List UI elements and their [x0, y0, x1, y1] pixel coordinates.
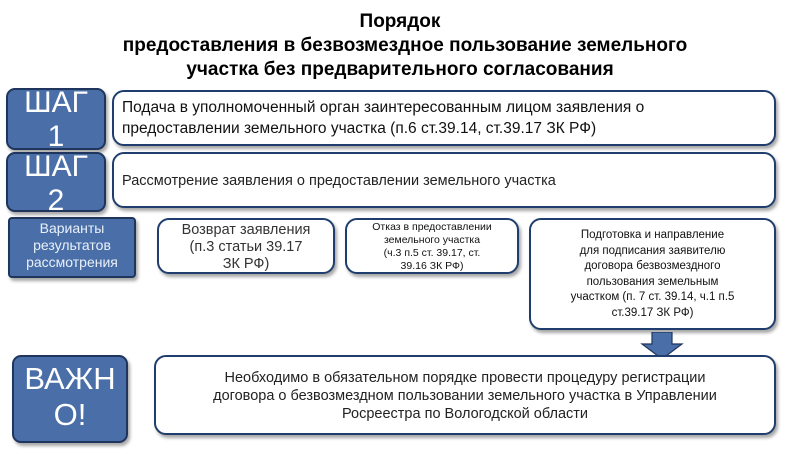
- step-2-label: ШАГ: [24, 152, 88, 183]
- outcome-refusal-line-2: земельного участка: [383, 234, 481, 246]
- title-line-3: участка без предварительного согласования: [186, 59, 614, 80]
- important-label-line-1: ВАЖН: [24, 361, 116, 396]
- variants-line-3: рассмотрения: [26, 254, 118, 270]
- outcome-return-line-3: ЗК РФ): [222, 256, 270, 272]
- important-label-line-2: О!: [53, 397, 87, 432]
- outcome-return-box: [157, 218, 335, 274]
- outcome-contract-line-2: для подписания заявителю: [579, 244, 726, 257]
- important-badge: [12, 355, 128, 443]
- step-1-box: [112, 90, 776, 146]
- step-2-box: [112, 152, 776, 208]
- step-1-badge: [6, 88, 106, 150]
- important-line-3: Росреестра по Вологодской области: [342, 406, 588, 422]
- important-box: [154, 355, 776, 435]
- outcome-refusal-line-1: Отказ в предоставлении: [372, 221, 492, 233]
- step-2-text: Рассмотрение заявления о предоставлении земельного участка: [122, 173, 556, 189]
- important-line-1: Необходимо в обязательном порядке провести процедуру регистрации: [224, 370, 706, 386]
- step-1-label: ШАГ: [24, 88, 88, 119]
- important-line-2: договора о безвозмездном пользовании земельного участка в Управлении: [213, 388, 717, 404]
- outcome-refusal-line-4: 39.16 ЗК РФ): [400, 260, 464, 272]
- step-2-number: 2: [47, 184, 65, 212]
- outcome-return-line-2: (п.3 статьи 39.17: [189, 239, 303, 255]
- title-line-1: Порядок: [359, 11, 441, 32]
- step-2-badge: [6, 152, 106, 212]
- variants-line-1: Варианты: [39, 220, 105, 236]
- outcome-contract-box: [529, 218, 776, 330]
- variants-label: [8, 217, 136, 278]
- step-1-text: Подача в уполномоченный орган заинтересованным лицом заявления о предоставлении земельного участка (п.6 ст.39.14, ст.39.17 ЗК РФ): [122, 99, 645, 137]
- step-1-number: 1: [47, 120, 65, 150]
- title-line-2: предоставления в безвозмездное пользование земельного: [122, 35, 688, 56]
- outcome-refusal-line-3: (ч.3 п.5 ст. 39.17, ст.: [383, 247, 481, 259]
- outcome-contract-line-3: договора безвозмездного: [584, 260, 721, 272]
- outcome-return-line-1: Возврат заявления: [181, 222, 311, 238]
- outcome-contract-line-5: участком (п. 7 ст. 39.14, ч.1 п.5: [570, 291, 735, 303]
- variants-line-2: результатов: [33, 237, 111, 253]
- page-title: [0, 10, 800, 82]
- outcome-contract-line-1: Подготовка и направление: [580, 229, 725, 241]
- outcome-contract-line-4: пользования земельным: [586, 275, 719, 288]
- outcome-refusal-box: [345, 218, 519, 274]
- outcome-contract-line-6: ст.39.17 ЗК РФ): [611, 306, 694, 319]
